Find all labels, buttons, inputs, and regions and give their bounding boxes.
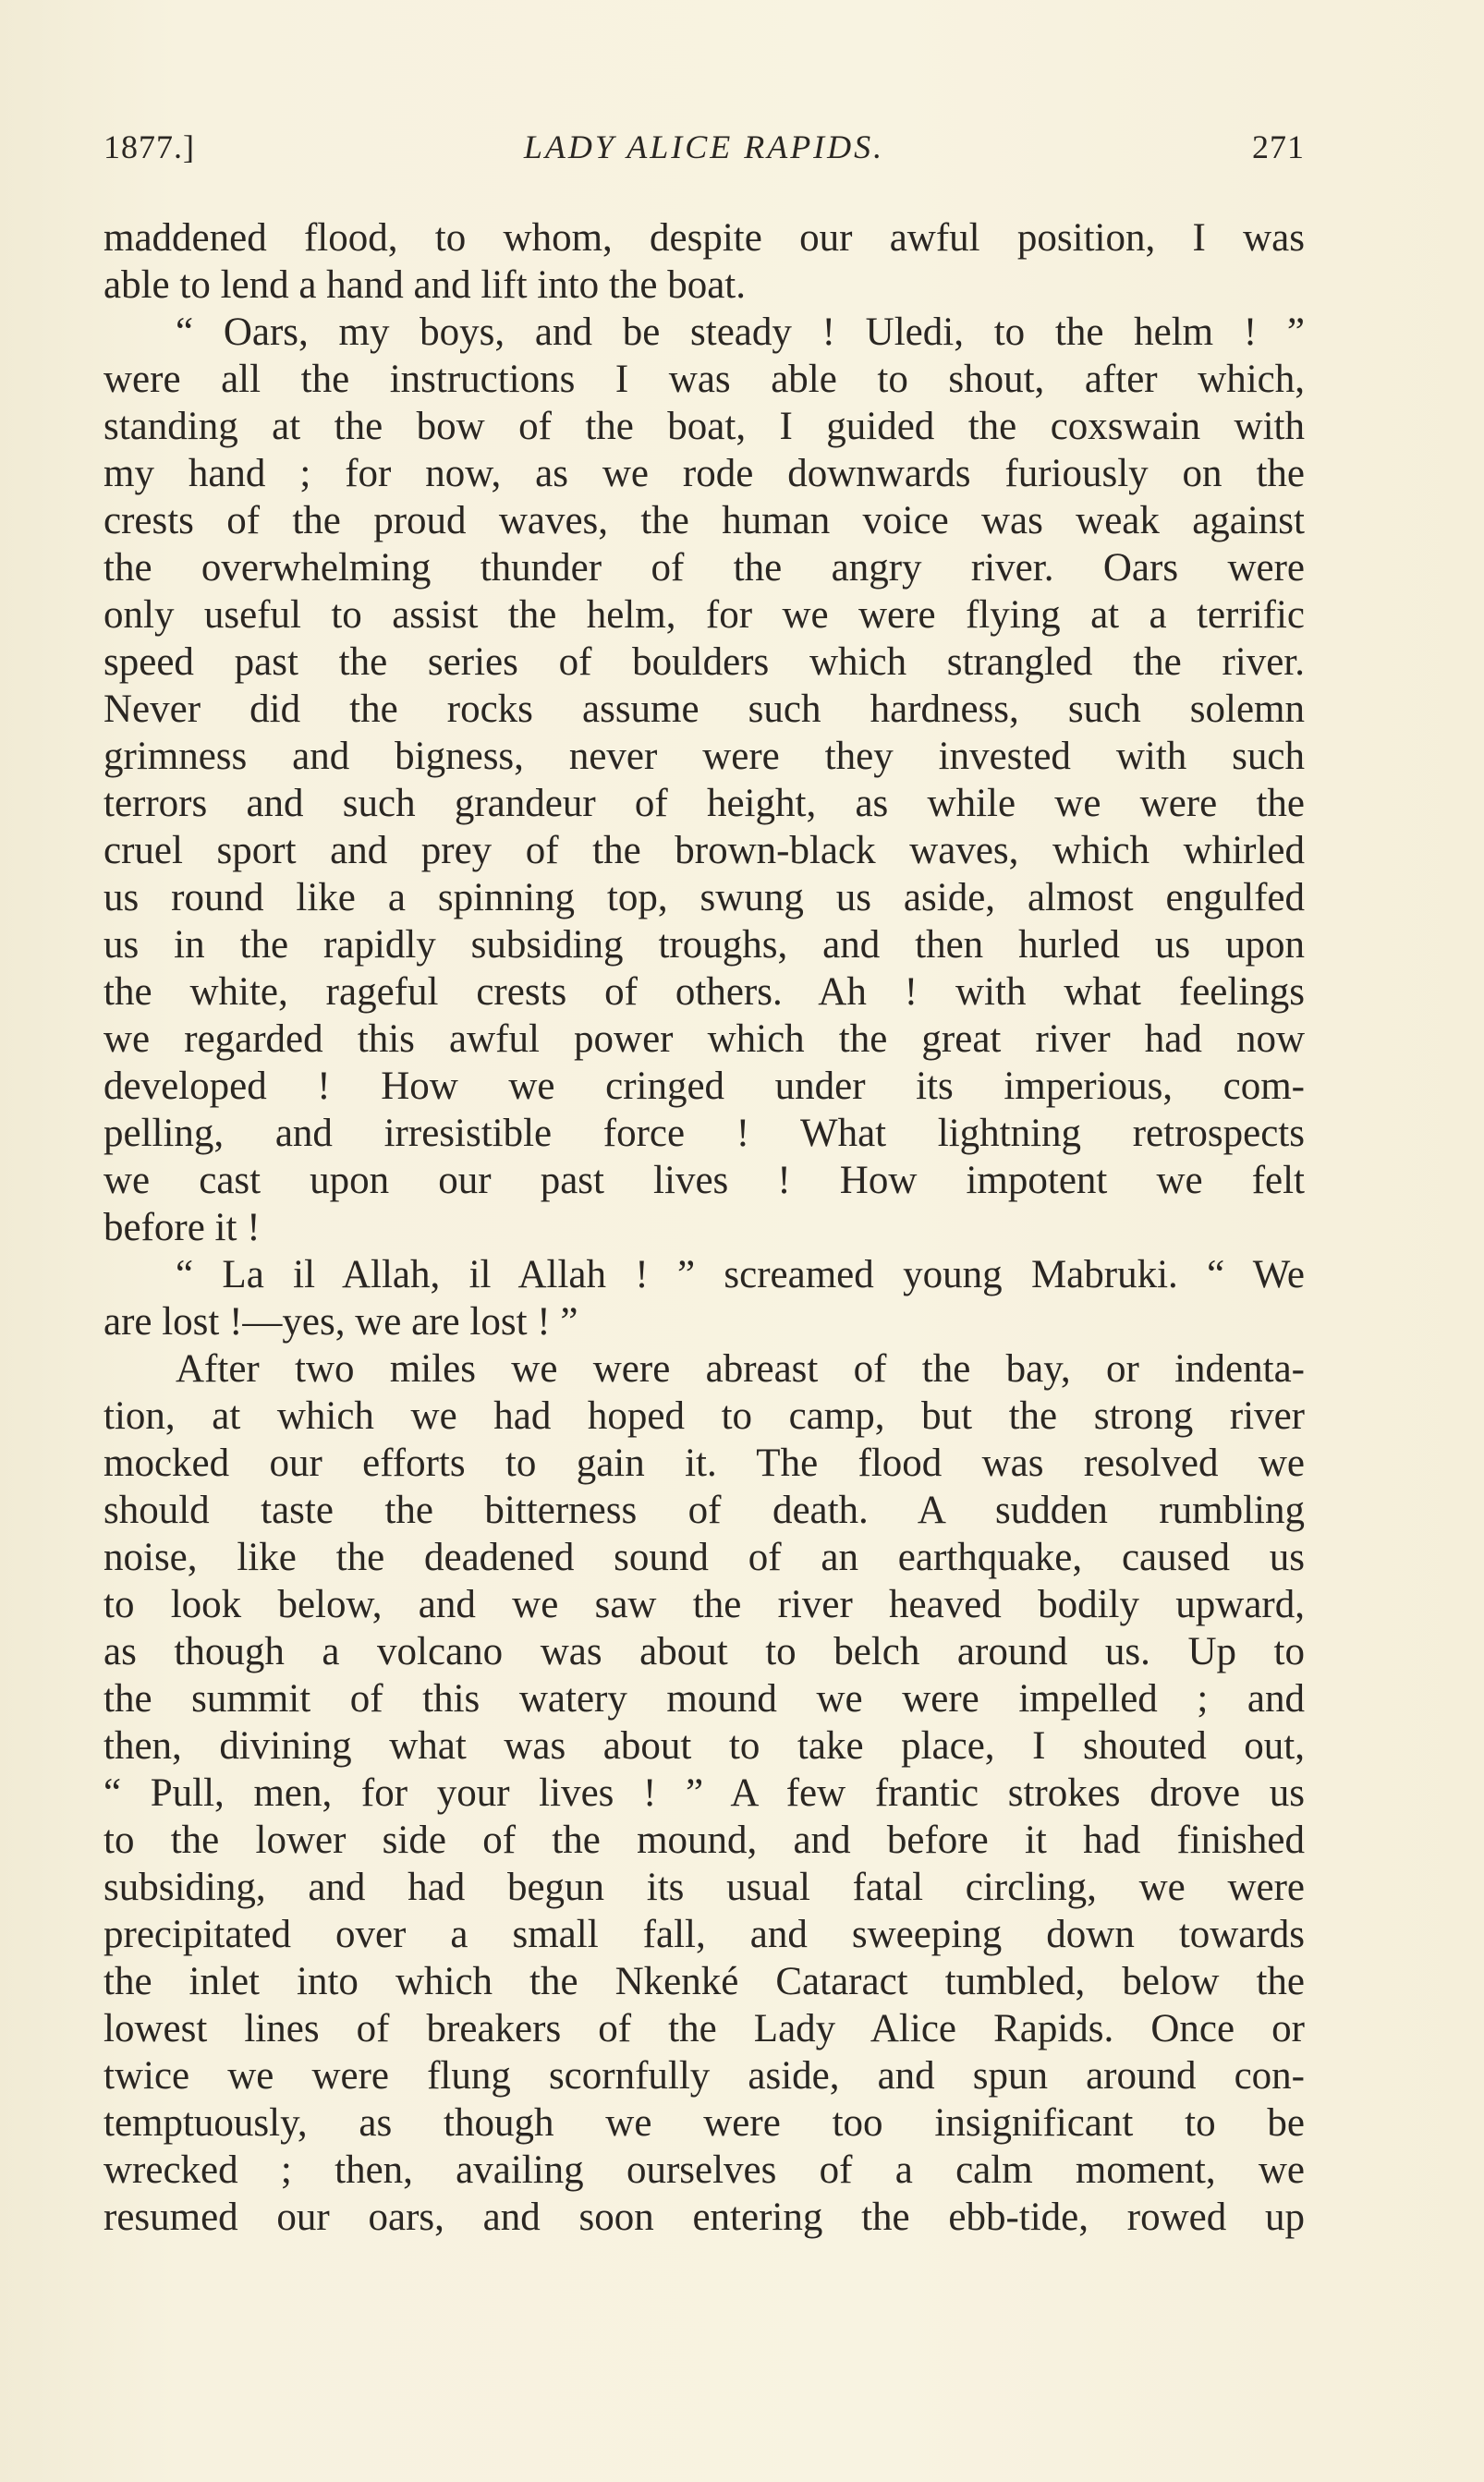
text-line: we cast upon our past lives ! How impotent we felt	[103, 1159, 1305, 1202]
header-title: LADY ALICE RAPIDS.	[523, 128, 885, 165]
text-line: cruel sport and prey of the brown-black waves, which whirled	[103, 829, 1305, 872]
text-line: able to lend a hand and lift into the boat.	[103, 263, 746, 307]
text-line: “ Pull, men, for your lives ! ” A few frantic strokes drove us	[103, 1771, 1305, 1815]
text-line: Never did the rocks assume such hardness, such solemn	[103, 687, 1305, 731]
text-line: us in the rapidly subsiding troughs, and then hurled us upon	[103, 923, 1305, 967]
text-line: subsiding, and had begun its usual fatal circling, we were	[103, 1866, 1305, 1909]
text-line: mocked our efforts to gain it. The flood was resolved we	[103, 1442, 1305, 1485]
text-line: developed ! How we cringed under its imperious, com-	[103, 1065, 1305, 1108]
text-line: twice we were flung scornfully aside, and spun around con-	[103, 2054, 1305, 2098]
text-line: were all the instructions I was able to shout, after which,	[103, 358, 1305, 401]
text-line: the white, rageful crests of others. Ah ! with what feelings	[103, 970, 1305, 1014]
text-line: wrecked ; then, availing ourselves of a calm moment, we	[103, 2148, 1305, 2192]
text-line: the overwhelming thunder of the angry river. Oars were	[103, 546, 1305, 590]
body-text	[103, 214, 1305, 2241]
text-line: tion, at which we had hoped to camp, but the strong river	[103, 1394, 1305, 1438]
text-line: then, divining what was about to take place, I shouted out,	[103, 1724, 1305, 1768]
text-line: as though a volcano was about to belch around us. Up to	[103, 1630, 1305, 1673]
header-year: 1877.]	[103, 128, 195, 165]
text-line: temptuously, as though we were too insignificant to be	[103, 2101, 1305, 2145]
text-line: After two miles we were abreast of the bay, or indenta-	[176, 1347, 1305, 1391]
text-line: “ Oars, my boys, and be steady ! Uledi, to the helm ! ”	[176, 310, 1305, 354]
text-line: speed past the series of boulders which strangled the river.	[103, 640, 1305, 684]
text-line: are lost !—yes, we are lost ! ”	[103, 1300, 578, 1344]
running-header	[103, 128, 1305, 174]
text-line: us round like a spinning top, swung us aside, almost engulfed	[103, 876, 1305, 919]
text-line: pelling, and irresistible force ! What lightning retrospects	[103, 1112, 1305, 1155]
text-line: to the lower side of the mound, and before it had finished	[103, 1819, 1305, 1862]
text-line: before it !	[103, 1206, 261, 1249]
text-line: lowest lines of breakers of the Lady Alice Rapids. Once or	[103, 2007, 1305, 2050]
text-line: standing at the bow of the boat, I guided the coxswain with	[103, 405, 1305, 448]
text-line: should taste the bitterness of death. A sudden rumbling	[103, 1489, 1305, 1532]
text-line: resumed our oars, and soon entering the ebb-tide, rowed up	[103, 2196, 1305, 2239]
text-line: maddened flood, to whom, despite our awful position, I was	[103, 216, 1305, 260]
text-line: the summit of this watery mound we were impelled ; and	[103, 1677, 1305, 1721]
text-line: my hand ; for now, as we rode downwards furiously on the	[103, 452, 1305, 495]
text-line: we regarded this awful power which the great river had now	[103, 1017, 1305, 1061]
text-line: only useful to assist the helm, for we were flying at a terrific	[103, 593, 1305, 637]
page-number: 271	[1252, 128, 1305, 165]
text-line: grimness and bigness, never were they invested with such	[103, 735, 1305, 778]
text-line: precipitated over a small fall, and sweeping down towards	[103, 1913, 1305, 1956]
text-line: to look below, and we saw the river heaved bodily upward,	[103, 1583, 1305, 1626]
text-line: the inlet into which the Nkenké Cataract tumbled, below the	[103, 1960, 1305, 2003]
text-line: noise, like the deadened sound of an earthquake, caused us	[103, 1536, 1305, 1579]
text-line: “ La il Allah, il Allah ! ” screamed young Mabruki. “ We	[176, 1253, 1305, 1296]
text-line: terrors and such grandeur of height, as while we were the	[103, 782, 1305, 825]
text-line: crests of the proud waves, the human voice was weak against	[103, 499, 1305, 542]
